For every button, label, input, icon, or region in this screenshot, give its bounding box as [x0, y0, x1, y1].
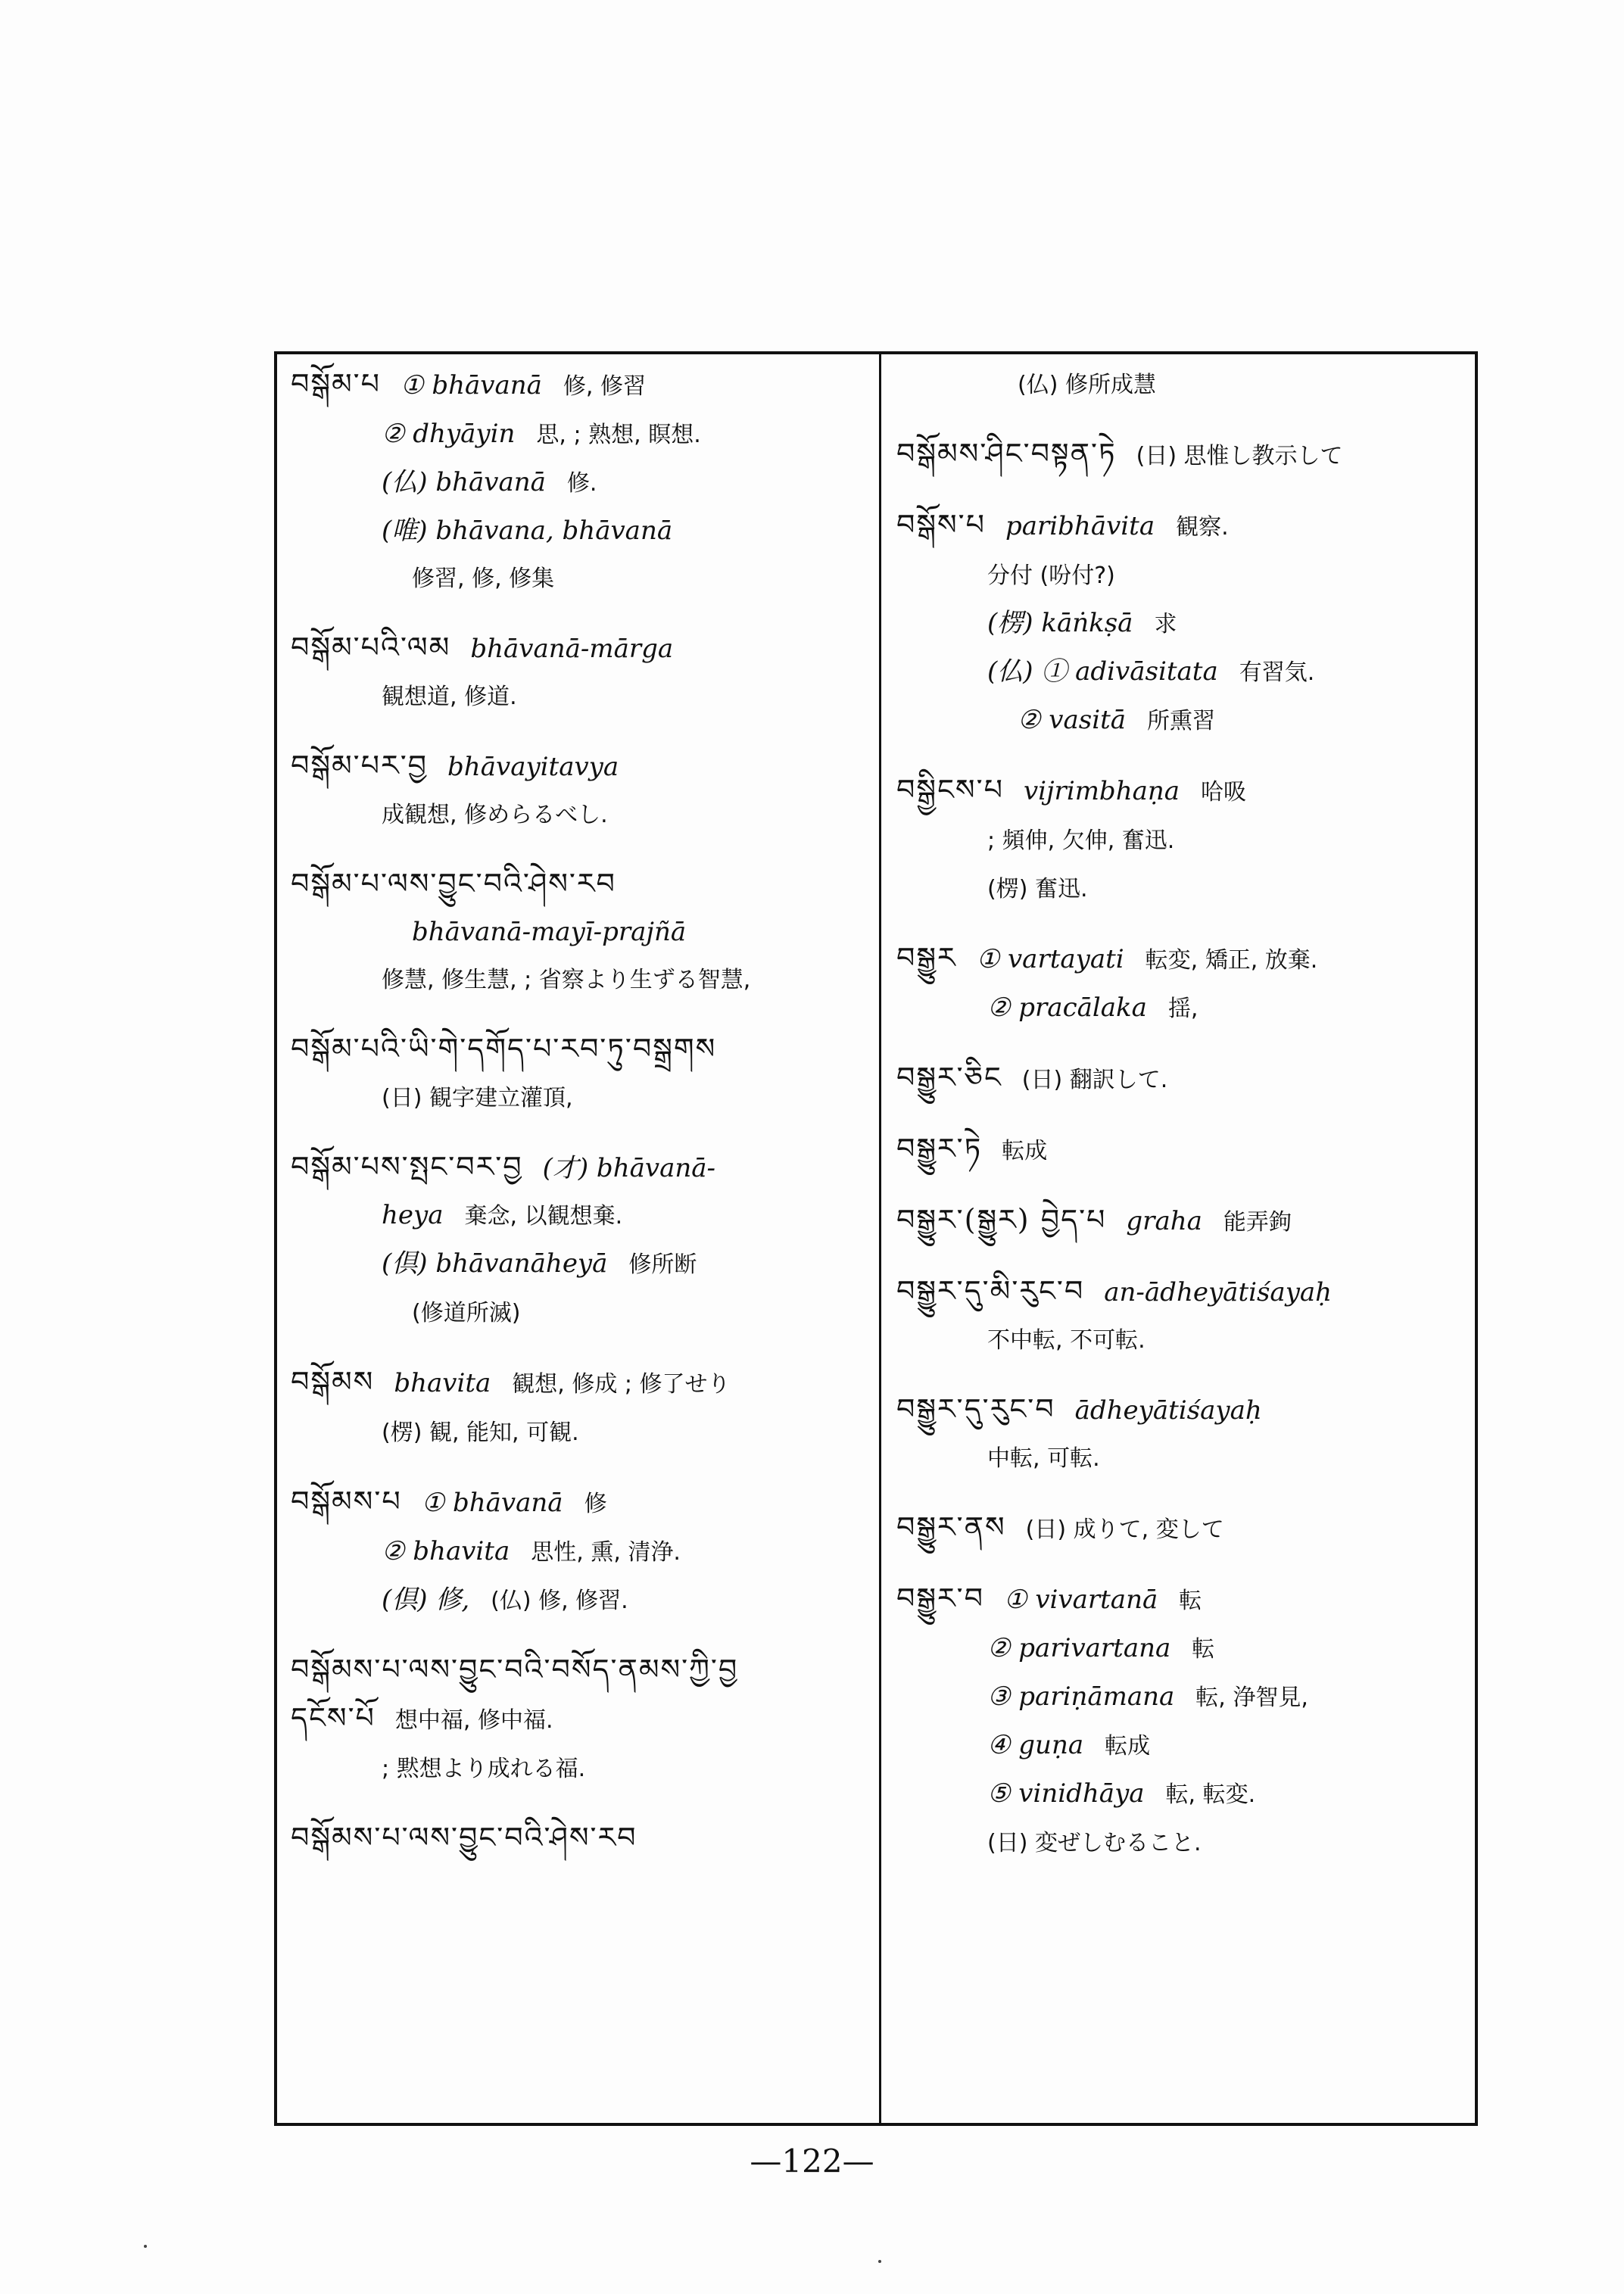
- entry-line: [291, 742, 866, 790]
- dictionary-entry: [896, 934, 1472, 1033]
- tibetan-headword: བསྒོམས་ཤིང་བསྟན་ཏེ: [896, 437, 1117, 470]
- japanese-gloss: 能弄鉤: [1223, 1209, 1292, 1236]
- sanskrit-equivalent: bhāvanā-mārga: [470, 634, 674, 664]
- entry-line: [291, 1576, 866, 1625]
- dictionary-entry: [896, 1504, 1472, 1554]
- right-column: [896, 360, 1472, 2123]
- entry-line: [896, 551, 1472, 600]
- page-number: —122—: [750, 2143, 874, 2180]
- sanskrit-equivalent: ④ guṇa: [987, 1730, 1084, 1760]
- tibetan-headword: བསྒྱུར་ཅིང: [896, 1061, 1002, 1094]
- entry-line: [896, 1385, 1472, 1434]
- entry-line: [896, 1770, 1472, 1819]
- tibetan-headword: བསྒྱུར་དུ་མི་རུང་བ: [896, 1274, 1085, 1308]
- japanese-gloss: 有習気.: [1239, 659, 1315, 686]
- entry-line: [291, 554, 866, 603]
- entry-line: [896, 1434, 1472, 1482]
- sanskrit-equivalent: ② pracālaka: [987, 993, 1147, 1023]
- tibetan-headword: བསྒོམ་པའི་ཡི་གེ་དགོད་པ་རབ་ཏུ་བསྒྲགས: [291, 1032, 717, 1065]
- sanskrit-equivalent: (倶) bhāvanāheyā: [382, 1248, 608, 1279]
- entry-line: [291, 1408, 866, 1457]
- entry-line: [896, 1722, 1472, 1770]
- dictionary-entry: [896, 430, 1472, 480]
- entry-line: [896, 360, 1472, 409]
- japanese-gloss: 転: [1179, 1588, 1202, 1614]
- column-divider: [879, 354, 881, 2123]
- entry-line: [896, 1819, 1472, 1867]
- sanskrit-equivalent: ⑤ vinidhāya: [987, 1778, 1145, 1809]
- entry-line: [291, 1358, 866, 1408]
- japanese-gloss: 思, ; 熟想, 瞑想.: [536, 422, 701, 448]
- dictionary-entry: [896, 1196, 1472, 1246]
- scan-speck: [878, 2260, 881, 2263]
- japanese-gloss: 想中福, 修中福.: [394, 1707, 553, 1734]
- tibetan-headword: བསྒོམས་པ་ལས་བྱུང་བའི་བསོད་ནམས་ཀྱི་བྱ: [291, 1653, 739, 1686]
- japanese-gloss: 転変, 矯正, 放棄.: [1145, 947, 1318, 974]
- japanese-gloss: 修, 修習: [563, 373, 646, 400]
- entry-line: [291, 507, 866, 554]
- sanskrit-equivalent: (才) bhāvanā-: [542, 1153, 715, 1183]
- entry-line: [896, 1504, 1472, 1554]
- tibetan-headword: བསྒྱུར་དུ་རུང་བ: [896, 1392, 1055, 1426]
- dictionary-entry: [896, 1054, 1472, 1104]
- entry-line: [291, 790, 866, 839]
- entry-line: [291, 1289, 866, 1337]
- tibetan-headword: བསྒྱུར: [896, 941, 957, 974]
- entry-line: [896, 766, 1472, 816]
- sanskrit-equivalent: ② vasitā: [1018, 705, 1127, 735]
- entry-line: [291, 1478, 866, 1528]
- sanskrit-equivalent: vijrimbhaṇa: [1023, 776, 1180, 806]
- japanese-gloss: ; 頻伸, 欠伸, 奮迅.: [987, 828, 1175, 854]
- entry-line: [291, 955, 866, 1004]
- japanese-gloss: (日) 翻訳して.: [1021, 1067, 1168, 1093]
- entry-line: [291, 459, 866, 507]
- entry-line: [896, 1125, 1472, 1175]
- tibetan-headword: བསྒོམས་པ: [291, 1485, 402, 1518]
- entry-line: [896, 934, 1472, 984]
- sanskrit-equivalent: ① vartayati: [976, 944, 1124, 974]
- japanese-gloss: 所熏習: [1147, 708, 1216, 734]
- japanese-gloss: 修: [584, 1491, 607, 1517]
- dictionary-entry: [291, 1646, 866, 1793]
- sanskrit-equivalent: bhāvayitavya: [447, 752, 619, 782]
- entry-line: [291, 1025, 866, 1074]
- sanskrit-equivalent: an-ādheyātiśayaḥ: [1104, 1277, 1333, 1308]
- japanese-gloss: 中転, 可転.: [987, 1445, 1100, 1472]
- japanese-gloss: 揺,: [1167, 996, 1199, 1022]
- dictionary-entry: [291, 1143, 866, 1337]
- sanskrit-equivalent: heya: [382, 1200, 444, 1230]
- dictionary-entry: [896, 501, 1472, 745]
- japanese-gloss: (日) 観字建立灌頂,: [382, 1085, 573, 1111]
- japanese-gloss: 修慧, 修生慧, ; 省察より生ずる智慧,: [382, 967, 751, 993]
- japanese-gloss: 観想, 修成 ; 修了せり: [512, 1371, 731, 1398]
- sanskrit-equivalent: bhavita: [394, 1368, 491, 1398]
- dictionary-entry: [896, 360, 1472, 409]
- tibetan-headword: བསྒོམ་པ་ལས་བྱུང་བའི་ཤེས་རབ: [291, 867, 616, 900]
- entry-line: [291, 1074, 866, 1122]
- entry-line: [291, 672, 866, 721]
- entry-line: [896, 1267, 1472, 1316]
- dictionary-entry: [291, 860, 866, 1004]
- japanese-gloss: (修道所滅): [412, 1300, 521, 1326]
- dictionary-entry: [896, 1575, 1472, 1867]
- tibetan-headword: བསྒོས་པ: [896, 508, 986, 541]
- entry-line: [896, 865, 1472, 913]
- japanese-gloss: 転成: [1002, 1138, 1048, 1164]
- sanskrit-equivalent: ② dhyāyin: [382, 419, 516, 449]
- sanskrit-equivalent: (仏) bhāvanā: [382, 467, 546, 497]
- japanese-gloss: 成観想, 修めらるべし.: [382, 802, 608, 828]
- japanese-gloss: 転: [1192, 1636, 1215, 1663]
- sanskrit-equivalent: ① bhāvanā: [421, 1488, 563, 1518]
- entry-line: [291, 909, 866, 955]
- entry-line: [291, 1240, 866, 1289]
- entry-line: [291, 1192, 866, 1240]
- entry-line: [896, 1625, 1472, 1673]
- entry-line: [291, 1528, 866, 1576]
- dictionary-entry: [291, 1358, 866, 1457]
- japanese-gloss: 分付 (吩付?): [987, 563, 1115, 589]
- tibetan-headword: བསྒོམས་པ་ལས་བྱུང་བའི་ཤེས་རབ: [291, 1821, 637, 1854]
- entry-line: [291, 360, 866, 410]
- tibetan-headword: བསྒྱིངས་པ: [896, 773, 1004, 806]
- sanskrit-equivalent: ① vivartanā: [1004, 1585, 1158, 1615]
- japanese-gloss: (日) 思惟し教示して: [1136, 443, 1343, 469]
- entry-line: [896, 1575, 1472, 1625]
- dictionary-entry: [291, 742, 866, 839]
- dictionary-entry: [896, 1125, 1472, 1175]
- entry-line: [896, 430, 1472, 480]
- entry-line: [291, 410, 866, 459]
- dictionary-entry: [896, 766, 1472, 913]
- tibetan-headword: དངོས་པོ: [291, 1701, 376, 1735]
- entry-line: [291, 1143, 866, 1192]
- tibetan-headword: བསྒོམ་པ: [291, 367, 382, 401]
- japanese-gloss: 観察.: [1176, 514, 1229, 541]
- sanskrit-equivalent: bhāvanā-mayī-prajñā: [412, 917, 687, 947]
- japanese-gloss: 修.: [566, 470, 597, 497]
- sanskrit-equivalent: ② parivartana: [987, 1633, 1171, 1663]
- dictionary-entry: [291, 624, 866, 721]
- tibetan-headword: བསྒོམ་པའི་ལམ: [291, 631, 451, 664]
- japanese-gloss: 転成: [1105, 1733, 1151, 1759]
- dictionary-frame: [274, 351, 1478, 2126]
- entry-line: [291, 1694, 866, 1744]
- entry-line: [896, 648, 1472, 697]
- japanese-gloss: (仏) 修所成慧: [1018, 372, 1156, 398]
- entry-line: [291, 1814, 866, 1862]
- japanese-gloss: (日) 変ぜしむること.: [987, 1830, 1202, 1856]
- tibetan-headword: བསྒྱུར་ཏེ: [896, 1132, 983, 1165]
- dictionary-entry: [896, 1385, 1472, 1482]
- entry-line: [896, 600, 1472, 648]
- entry-line: [896, 1196, 1472, 1246]
- sanskrit-equivalent: ① bhāvanā: [401, 370, 542, 401]
- japanese-gloss: 哈吸: [1201, 779, 1247, 806]
- tibetan-headword: བསྒྱུར་བ: [896, 1582, 985, 1615]
- tibetan-headword: བསྒོམ་པས་སྤང་བར་བྱ: [291, 1150, 523, 1183]
- japanese-gloss: 棄念, 以観想棄.: [464, 1203, 623, 1230]
- entry-line: [896, 1054, 1472, 1104]
- sanskrit-equivalent: ② bhavita: [382, 1536, 510, 1566]
- japanese-gloss: (楞) 観, 能知, 可観.: [382, 1420, 579, 1446]
- tibetan-headword: བསྒོམ་པར་བྱ: [291, 749, 429, 782]
- japanese-gloss: (楞) 奮迅.: [987, 876, 1088, 902]
- entry-line: [896, 501, 1472, 551]
- tibetan-headword: བསྒོམས: [291, 1365, 375, 1398]
- sanskrit-equivalent: (倶) 修,: [382, 1585, 470, 1615]
- entry-line: [291, 1646, 866, 1694]
- japanese-gloss: 転, 浄智見,: [1195, 1685, 1308, 1711]
- japanese-gloss: 不中転, 不可転.: [987, 1327, 1146, 1354]
- entry-line: [896, 816, 1472, 865]
- entry-line: [896, 984, 1472, 1033]
- japanese-gloss: 思性, 熏, 清浄.: [531, 1539, 681, 1566]
- entry-line: [896, 1673, 1472, 1722]
- japanese-gloss: (日) 成りて, 変して: [1025, 1516, 1224, 1543]
- japanese-gloss: (仏) 修, 修習.: [491, 1588, 628, 1614]
- scan-speck: [144, 2245, 147, 2248]
- sanskrit-equivalent: ③ pariṇāmana: [987, 1682, 1175, 1712]
- entry-line: [291, 860, 866, 909]
- dictionary-entry: [291, 1478, 866, 1625]
- entry-line: [291, 624, 866, 672]
- entry-line: [291, 1744, 866, 1793]
- sanskrit-equivalent: ādheyātiśayaḥ: [1074, 1395, 1262, 1426]
- sanskrit-equivalent: graha: [1126, 1206, 1202, 1236]
- sanskrit-equivalent: (唯) bhāvana, bhāvanā: [382, 516, 673, 546]
- dictionary-entry: [291, 1025, 866, 1122]
- sanskrit-equivalent: (仏) ① adivāsitata: [987, 656, 1218, 687]
- sanskrit-equivalent: paribhāvita: [1005, 511, 1155, 541]
- japanese-gloss: 修所断: [628, 1251, 697, 1278]
- japanese-gloss: 転, 転変.: [1165, 1781, 1256, 1808]
- tibetan-headword: བསྒྱུར་(སྒྱུར) བྱེད་པ: [896, 1203, 1107, 1236]
- dictionary-entry: [291, 360, 866, 603]
- dictionary-entry: [896, 1267, 1472, 1364]
- entry-line: [896, 697, 1472, 745]
- dictionary-entry: [291, 1814, 866, 1862]
- entry-line: [896, 1316, 1472, 1364]
- sanskrit-equivalent: (楞) kāṅkṣā: [987, 608, 1133, 638]
- japanese-gloss: 修習, 修, 修集: [412, 566, 555, 592]
- tibetan-headword: བསྒྱུར་ནས: [896, 1510, 1006, 1544]
- left-column: [291, 360, 866, 2123]
- japanese-gloss: 求: [1154, 611, 1177, 637]
- japanese-gloss: 観想道, 修道.: [382, 684, 517, 710]
- japanese-gloss: ; 黙想より成れる福.: [382, 1756, 586, 1782]
